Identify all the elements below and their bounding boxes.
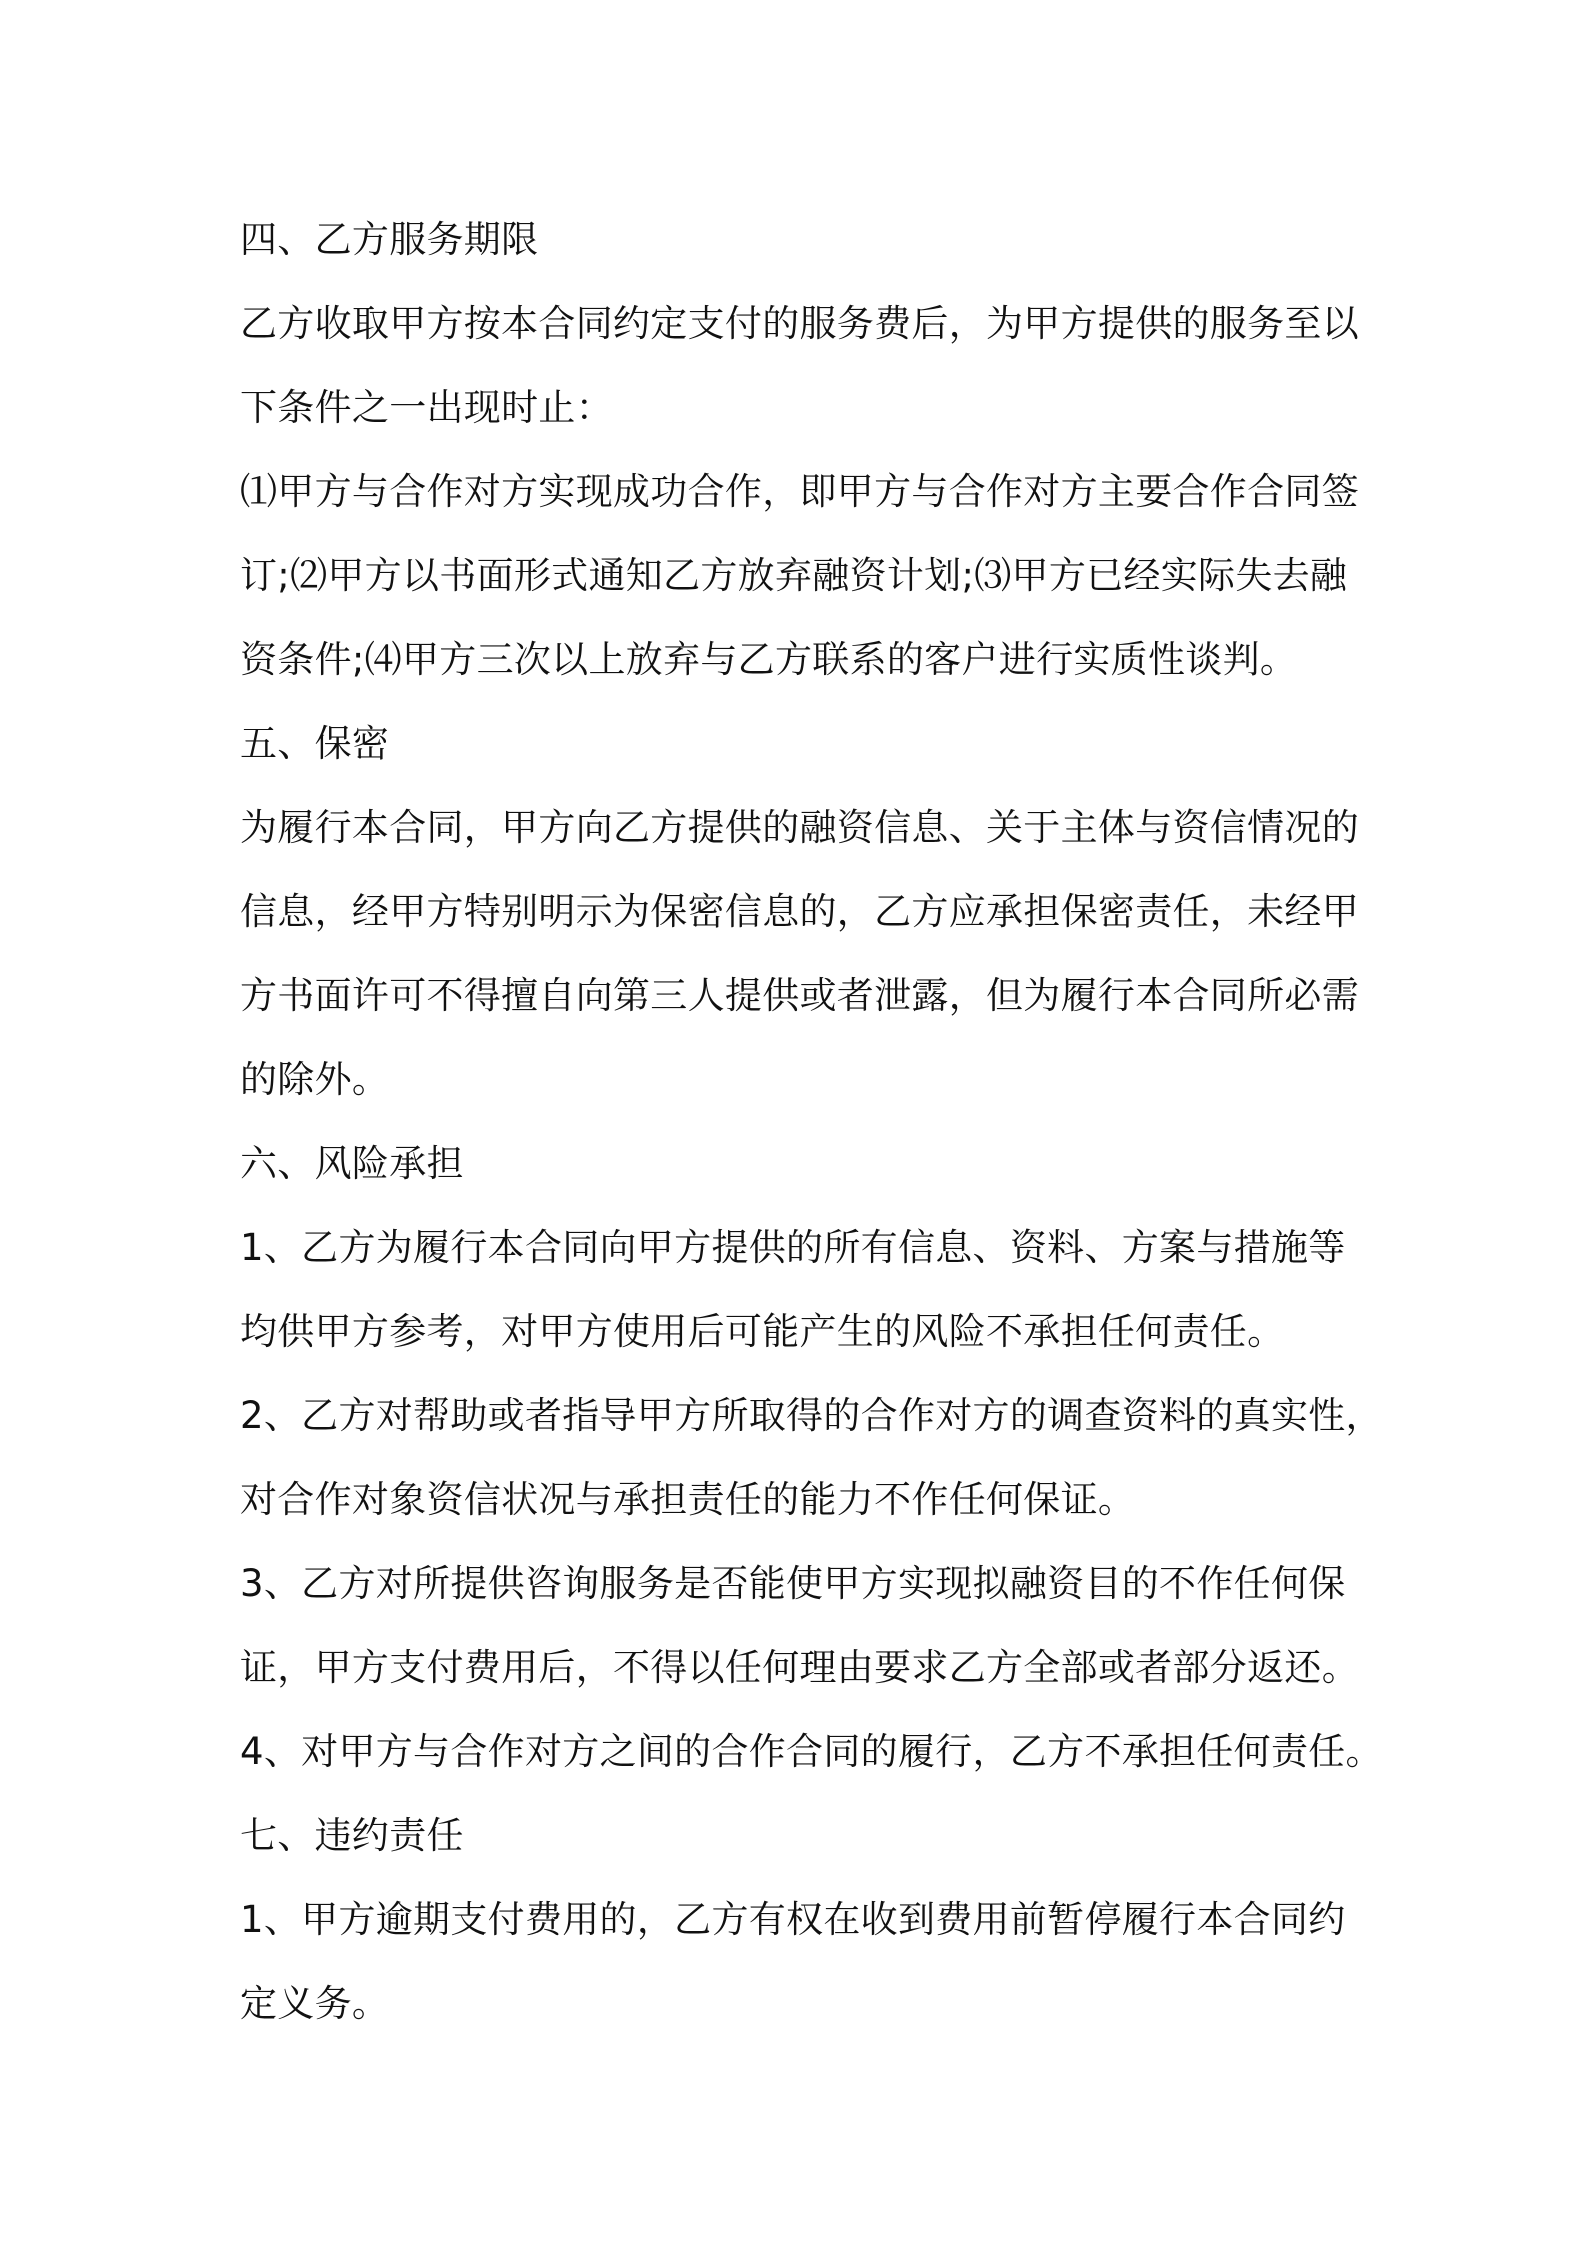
paragraph-line: 1、乙方为履行本合同向甲方提供的所有信息、资料、方案与措施等 <box>240 1226 1346 1269</box>
paragraph-line: 方书面许可不得擅自向第三人提供或者泄露，但为履行本合同所必需 <box>240 974 1359 1017</box>
section-heading-service-term: 四、乙方服务期限 <box>240 218 539 261</box>
section-heading-risk: 六、风险承担 <box>240 1142 464 1185</box>
paragraph-line: ⑴甲方与合作对方实现成功合作，即甲方与合作对方主要合作合同签 <box>240 470 1359 513</box>
section-heading-liability: 七、违约责任 <box>240 1814 464 1857</box>
paragraph-line: 证，甲方支付费用后，不得以任何理由要求乙方全部或者部分返还。 <box>240 1646 1359 1689</box>
paragraph-line: 定义务。 <box>240 1982 390 2025</box>
paragraph-line: 对合作对象资信状况与承担责任的能力不作任何保证。 <box>240 1478 1136 1521</box>
paragraph-line: 3、乙方对所提供咨询服务是否能使甲方实现拟融资目的不作任何保 <box>240 1562 1346 1605</box>
paragraph-line: 订;⑵甲方以书面形式通知乙方放弃融资计划;⑶甲方已经实际失去融 <box>240 554 1348 597</box>
paragraph-line: 均供甲方参考，对甲方使用后可能产生的风险不承担任何责任。 <box>240 1310 1285 1353</box>
paragraph-line: 的除外。 <box>240 1058 390 1101</box>
paragraph-line: 2、乙方对帮助或者指导甲方所取得的合作对方的调查资料的真实性， <box>240 1394 1383 1437</box>
paragraph-line: 资条件;⑷甲方三次以上放弃与乙方联系的客户进行实质性谈判。 <box>240 638 1298 681</box>
paragraph-line: 下条件之一出现时止： <box>240 386 613 429</box>
paragraph-line: 信息，经甲方特别明示为保密信息的，乙方应承担保密责任，未经甲 <box>240 890 1359 933</box>
section-heading-confidentiality: 五、保密 <box>240 722 390 765</box>
paragraph-line: 为履行本合同，甲方向乙方提供的融资信息、关于主体与资信情况的 <box>240 806 1359 849</box>
paragraph-line: 4、对甲方与合作对方之间的合作合同的履行，乙方不承担任何责任。 <box>240 1730 1383 1773</box>
paragraph-line: 1、甲方逾期支付费用的，乙方有权在收到费用前暂停履行本合同约 <box>240 1898 1346 1941</box>
document-body <box>240 198 1383 2046</box>
paragraph-line: 乙方收取甲方按本合同约定支付的服务费后，为甲方提供的服务至以 <box>240 302 1359 345</box>
